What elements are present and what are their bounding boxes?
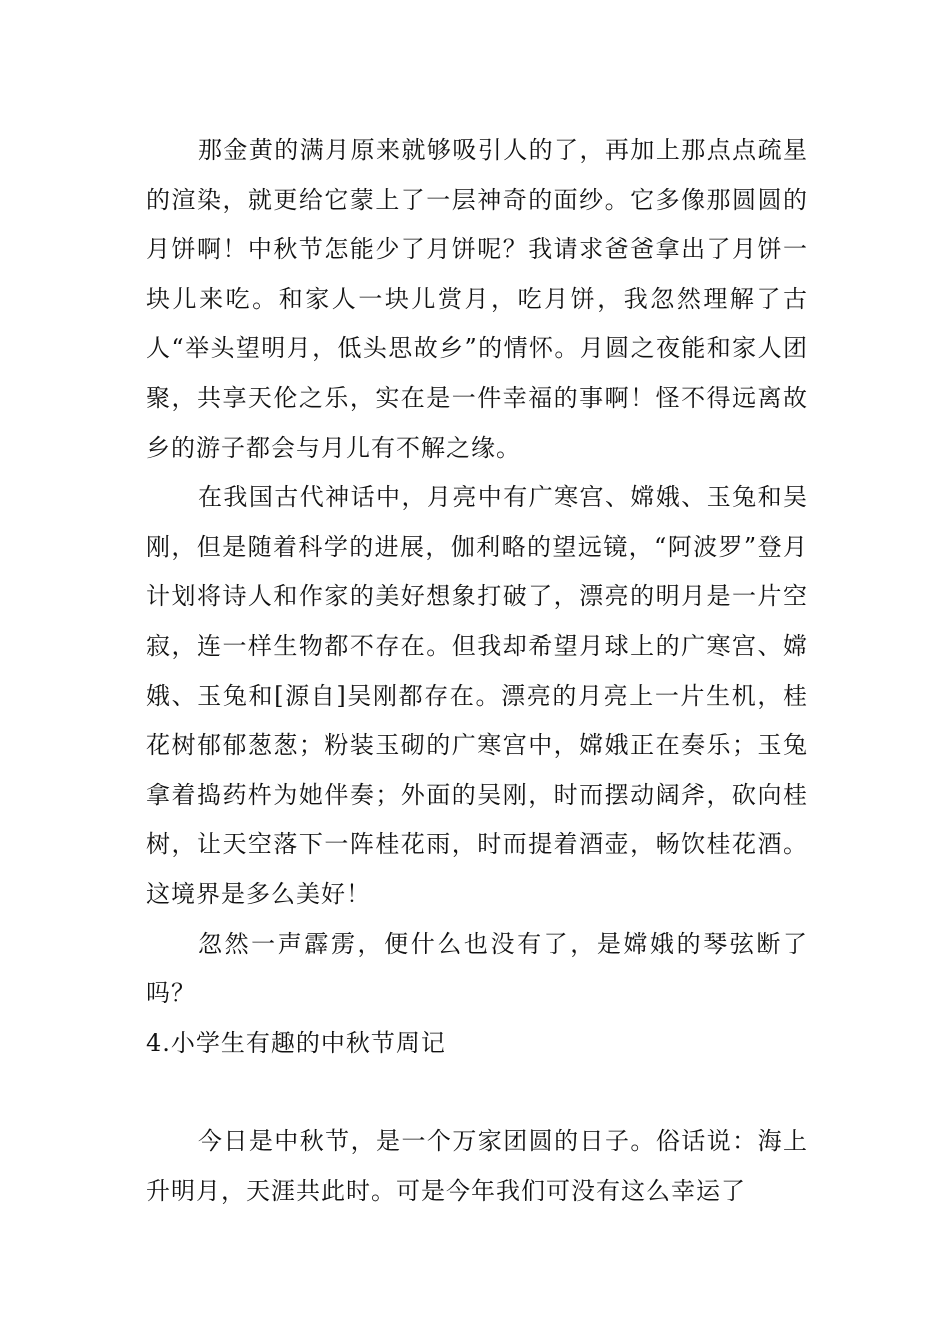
section-heading: 4.小学生有趣的中秋节周记 [146,1028,446,1057]
paragraph-mid-autumn-day: 今日是中秋节，是一个万家团圆的日子。俗话说：海上升明月，天涯共此时。可是今年我们可没有这么幸运了 [146,1127,808,1205]
paragraph-mythology: 在我国古代神话中，月亮中有广寒宫、嫦娥、玉兔和吴刚，但是随着科学的进展，伽利略的望远镜，“阿波罗”登月计划将诗人和作家的美好想象打破了，漂亮的明月是一片空寂，连一样生物都不存在。但我却希望月球上的广寒宫、嫦娥、玉兔和[源自]吴刚都存在。漂亮的月亮上一片生机，桂花树郁郁葱葱；粉装玉砌的广寒宫中，嫦娥正在奏乐；玉兔拿着捣药杵为她伴奏；外面的吴刚，时而摆动阔斧，砍向桂树，让天空落下一阵桂花雨，时而提着酒壶，畅饮桂花酒。这境界是多么美好！ [146,483,808,908]
paragraph-thunder: 忽然一声霹雳，便什么也没有了，是嫦娥的琴弦断了吗？ [146,929,808,1008]
paragraph-moon-cake: 那金黄的满月原来就够吸引人的了，再加上那点点疏星的渲染，就更给它蒙上了一层神奇的面纱。它多像那圆圆的月饼啊！中秋节怎能少了月饼呢？我请求爸爸拿出了月饼一块儿来吃。和家人一块儿赏月，吃月饼，我忽然理解了古人“举头望明月，低头思故乡”的情怀。月圆之夜能和家人团聚，共享天伦之乐，实在是一件幸福的事啊！怪不得远离故乡的游子都会与月儿有不解之缘。 [146,136,808,462]
text-block-top [146,126,808,1068]
text-block-bottom [146,1117,808,1216]
